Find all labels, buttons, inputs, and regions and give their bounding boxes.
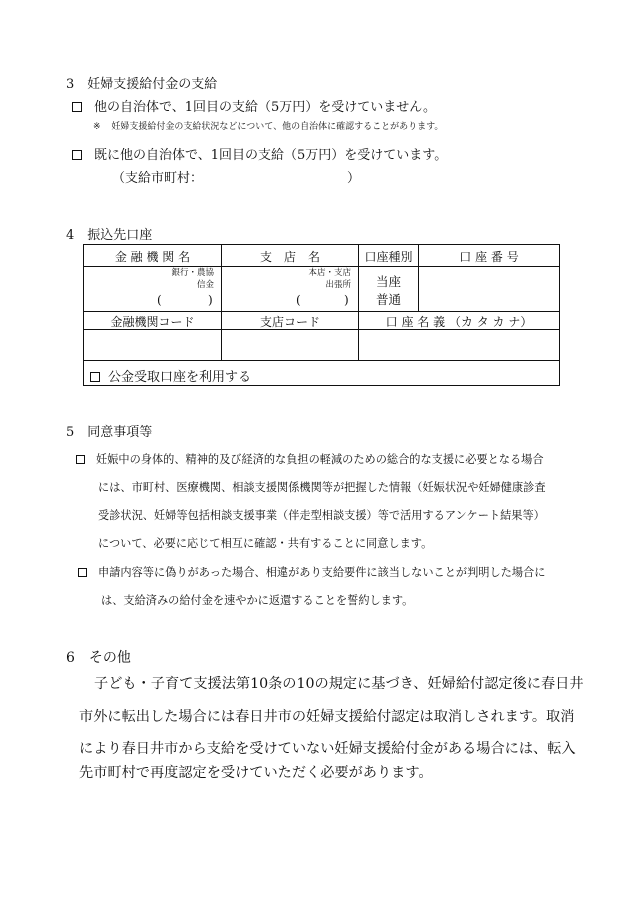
municipality-label: （支給市町村：	[112, 171, 204, 186]
consent-item-1[interactable]	[76, 451, 544, 467]
checkbox-pledge[interactable]	[78, 568, 87, 577]
note-mark: ※	[93, 122, 101, 132]
checkbox-not-received[interactable]	[72, 102, 82, 112]
consent-line: には、市町村、医療機関、相談支援関係機関等が把握した情報（妊娠状況や妊婦健康診査	[98, 481, 546, 494]
municipality-close: ）	[347, 171, 361, 186]
bank-type-1: 銀行・農協	[171, 268, 214, 278]
account-type-current[interactable]: 当座	[375, 274, 401, 289]
account-holder-input[interactable]	[360, 331, 558, 359]
branch-code-input[interactable]	[223, 331, 357, 359]
header-bank-name: 金 融 機 関 名	[114, 250, 191, 264]
public-account-option[interactable]	[90, 366, 251, 385]
branch-type-1: 本店・支店	[308, 268, 351, 278]
option-not-received[interactable]	[72, 96, 436, 115]
account-number-input[interactable]	[420, 268, 558, 310]
section4-heading: 4 振込先口座	[66, 228, 153, 243]
municipality-input[interactable]	[200, 167, 340, 185]
checkbox-public-account[interactable]	[90, 372, 100, 382]
branch-paren-right: )	[344, 293, 349, 307]
public-account-label: 公金受取口座を利用する	[108, 370, 252, 385]
note-text: 妊婦支援給付金の支給状況などについて、他の自治体に確認することがあります。	[111, 122, 444, 132]
bank-paren-right: )	[208, 293, 213, 307]
pledge-line: は、支給済みの給付金を速やかに返還することを誓約します。	[101, 594, 414, 607]
header-bank-code: 金融機関コード	[110, 315, 195, 329]
branch-type-2: 出張所	[325, 280, 351, 290]
other-line: 先市町村で再度認定を受けていただく必要があります。	[79, 765, 433, 781]
bank-code-input[interactable]	[85, 331, 220, 359]
bank-account-table	[83, 244, 560, 386]
pledge-line: 申請内容等に偽りがあった場合、相違があり支給要件に該当しないことが判明した場合に	[98, 566, 546, 579]
branch-name-input[interactable]	[303, 291, 343, 309]
checkbox-already-received[interactable]	[72, 150, 82, 160]
consent-line: 妊娠中の身体的、精神的及び経済的な負担の軽減のための総合的な支援に必要となる場合	[96, 453, 544, 466]
other-line: により春日井市から支給を受けていない妊婦支援給付金がある場合には、転入	[79, 741, 576, 757]
consent-line: について、必要に応じて相互に確認・共有することに同意します。	[98, 537, 433, 550]
section6-heading: 6 その他	[66, 650, 131, 666]
bank-paren-left: (	[157, 293, 162, 307]
bank-type-2: 信金	[196, 280, 214, 290]
section3-heading: 3 妊婦支援給付金の支給	[66, 77, 218, 92]
other-line: 市外に転出した場合には春日井市の妊婦支援給付認定は取消しされます。取消	[79, 709, 575, 725]
checkbox-consent[interactable]	[76, 455, 85, 464]
consent-item-2[interactable]	[78, 564, 545, 580]
other-line: 子ども・子育て支援法第10条の10の規定に基づき、妊婦給付認定後に春日井	[94, 676, 584, 692]
header-account-number: 口 座 番 号	[459, 250, 519, 264]
option-not-received-label: 他の自治体で、1回目の支給（5万円）を受けていません。	[94, 100, 437, 115]
branch-paren-left: (	[296, 293, 301, 307]
header-holder: 口 座 名 義 （カ タ カ ナ）	[385, 315, 533, 329]
section3-note	[93, 119, 443, 132]
municipality-line	[112, 167, 203, 186]
header-branch-code: 支店コード	[259, 315, 320, 329]
consent-line: 受診状況、妊婦等包括相談支援事業（伴走型相談支援）等で活用するアンケート結果等）	[98, 509, 545, 522]
table-line	[84, 311, 559, 312]
option-already-received[interactable]	[72, 144, 447, 163]
option-already-received-label: 既に他の自治体で、1回目の支給（5万円）を受けています。	[94, 148, 448, 163]
bank-name-input[interactable]	[164, 291, 206, 309]
table-line	[84, 360, 559, 361]
account-type-ordinary[interactable]: 普通	[375, 292, 401, 307]
section5-heading: 5 同意事項等	[66, 425, 153, 440]
header-account-type: 口座種別	[364, 250, 413, 264]
header-branch-name: 支 店 名	[259, 250, 320, 264]
